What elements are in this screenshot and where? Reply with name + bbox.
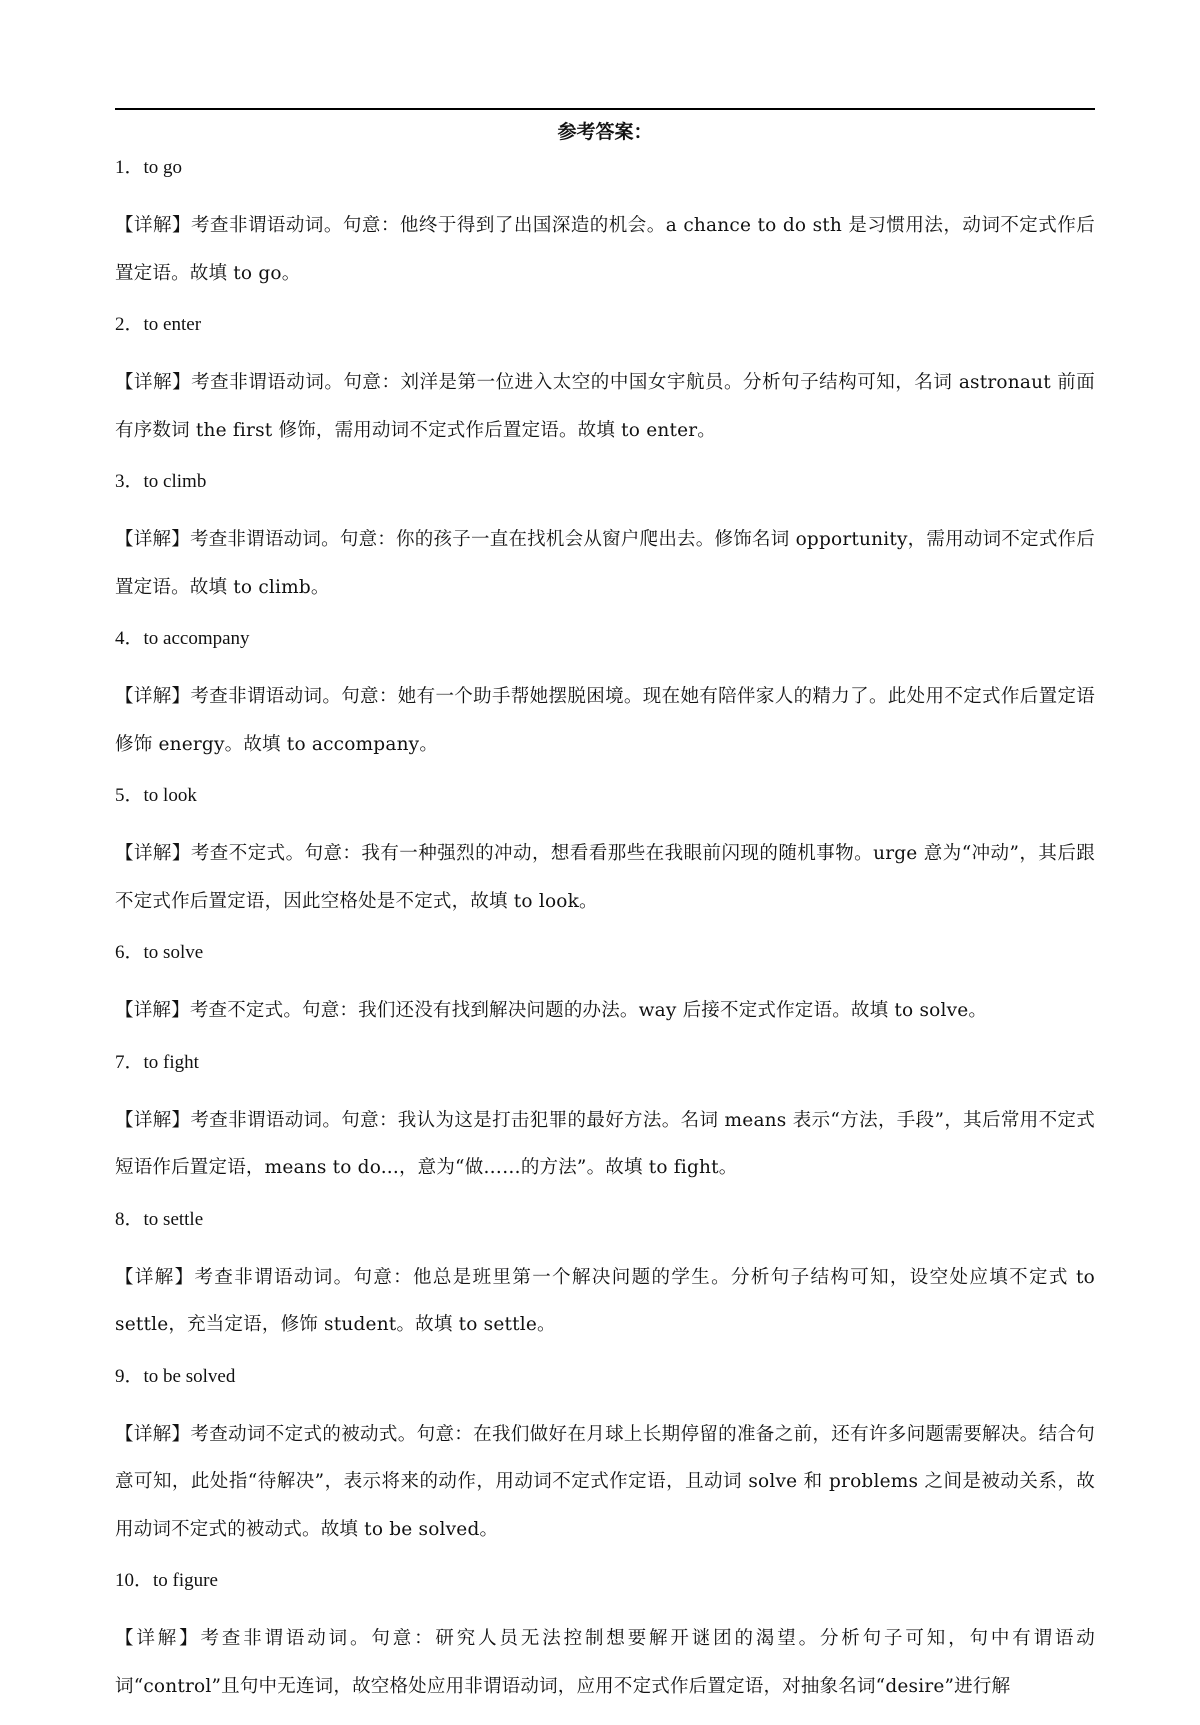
answer-heading (115, 783, 1095, 809)
answer-item (115, 155, 1095, 297)
explanation-text: 考查非谓语动词。句意：我认为这是打击犯罪的最好方法。名词 means 表示“方法，手段”，其后常用不定式短语作后置定语，means to do...，意为“做……的方法”。故填 to fight。 (115, 1109, 1095, 1178)
answer-text: to settle (143, 1208, 204, 1230)
page-title: 参考答案： (557, 121, 653, 143)
answer-text: to enter (143, 314, 202, 335)
answer-heading (115, 940, 1095, 966)
answer-number: 1 ． (115, 157, 144, 178)
answer-explanation (115, 202, 1095, 297)
answer-text: to fight (143, 1051, 199, 1073)
answer-heading (115, 312, 1095, 338)
answer-heading (115, 155, 1095, 181)
answer-item (115, 1207, 1095, 1349)
answer-explanation (115, 359, 1095, 454)
top-divider (115, 108, 1095, 110)
answer-text: to figure (153, 1570, 218, 1591)
answer-text: to climb (143, 471, 207, 492)
answer-list (115, 155, 1095, 1725)
explanation-text: 考查非谓语动词。句意：她有一个助手帮她摆脱困境。现在她有陪伴家人的精力了。此处用不定式作后置定语修饰 energy。故填 to accompany。 (115, 686, 1095, 755)
answer-text: to go (143, 157, 183, 178)
explanation-label: 【详解】 (115, 1423, 191, 1445)
answer-number: 10 ． (115, 1570, 153, 1591)
explanation-label: 【详解】 (115, 529, 190, 550)
answer-explanation (115, 1411, 1095, 1554)
explanation-label: 【详解】 (115, 1109, 191, 1131)
explanation-text: 考查非谓语动词。句意：他终于得到了出国深造的机会。a chance to do sth 是习惯用法，动词不定式作后置定语。故填 to go。 (115, 215, 1095, 284)
answer-item (115, 469, 1095, 611)
answer-explanation (115, 673, 1095, 768)
explanation-text: 考查非谓语动词。句意：刘洋是第一位进入太空的中国女宇航员。分析句子结构可知，名词 astronaut 前面有序数词 the first 修饰，需用动词不定式作后置定语。故填 to enter。 (115, 372, 1095, 441)
explanation-text: 考查非谓语动词。句意：你的孩子一直在找机会从窗户爬出去。修饰名词 opportunity，需用动词不定式作后置定语。故填 to climb。 (115, 529, 1095, 598)
explanation-label: 【详解】 (115, 1266, 195, 1288)
answer-explanation (115, 1615, 1095, 1710)
answer-item (115, 940, 1095, 1035)
answer-text: to solve (143, 942, 204, 963)
answer-number: 3 ． (115, 471, 144, 492)
answer-heading (115, 1207, 1095, 1233)
explanation-label: 【详解】 (115, 1000, 190, 1021)
answer-explanation (115, 516, 1095, 611)
answer-explanation (115, 1097, 1095, 1192)
answer-item (115, 1364, 1095, 1554)
answer-number: 5 ． (115, 785, 144, 806)
explanation-text: 考查不定式。句意：我们还没有找到解决问题的办法。way 后接不定式作定语。故填 to solve。 (189, 1000, 988, 1021)
answer-explanation (115, 830, 1095, 925)
explanation-label: 【详解】 (115, 686, 191, 707)
explanation-label: 【详解】 (115, 215, 191, 236)
answer-explanation (115, 1254, 1095, 1349)
answer-item (115, 1568, 1095, 1710)
explanation-text: 考查不定式。句意：我有一种强烈的冲动，想看看那些在我眼前闪现的随机事物。urge 意为“冲动”，其后跟不定式作后置定语，因此空格处是不定式，故填 to look。 (115, 843, 1095, 912)
answer-number: 7 ． (115, 1052, 144, 1073)
answer-number: 9 ． (115, 1366, 144, 1387)
explanation-label: 【详解】 (115, 843, 191, 864)
answer-heading (115, 1568, 1095, 1594)
explanation-label: 【详解】 (115, 1628, 201, 1649)
explanation-text: 考查非谓语动词。句意：他总是班里第一个解决问题的学生。分析句子结构可知，设空处应填不定式 to settle，充当定语，修饰 student。故填 to settle。 (115, 1266, 1095, 1335)
answer-item (115, 783, 1095, 925)
answer-text: to look (143, 785, 197, 806)
answer-item (115, 626, 1095, 768)
answer-number: 8 ． (115, 1209, 144, 1230)
answer-explanation (115, 987, 1095, 1035)
answer-item (115, 1050, 1095, 1192)
answer-heading (115, 469, 1095, 495)
answer-item (115, 312, 1095, 454)
explanation-text: 考查非谓语动词。句意：研究人员无法控制想要解开谜团的渴望。分析句子可知，句中有谓语动词“control”且句中无连词，故空格处应用非谓语动词，应用不定式作后置定语，对抽象名词“desire”进行解 (115, 1628, 1095, 1697)
answer-text: to accompany (143, 628, 250, 649)
answer-number: 4 ． (115, 628, 144, 649)
answer-number: 6 ． (115, 942, 144, 963)
explanation-text: 考查动词不定式的被动式。句意：在我们做好在月球上长期停留的准备之前，还有许多问题需要解决。结合句意可知，此处指“待解决”，表示将来的动作，用动词不定式作定语，且动词 solve 和 problems 之间是被动关系，故用动词不定式的被动式。故填 to be solved。 (115, 1423, 1095, 1540)
answer-text: to be solved (143, 1365, 236, 1387)
answer-heading (115, 1050, 1095, 1076)
explanation-label: 【详解】 (115, 372, 192, 393)
answer-number: 2 ． (115, 314, 144, 335)
answer-heading (115, 1364, 1095, 1390)
answer-heading (115, 626, 1095, 652)
